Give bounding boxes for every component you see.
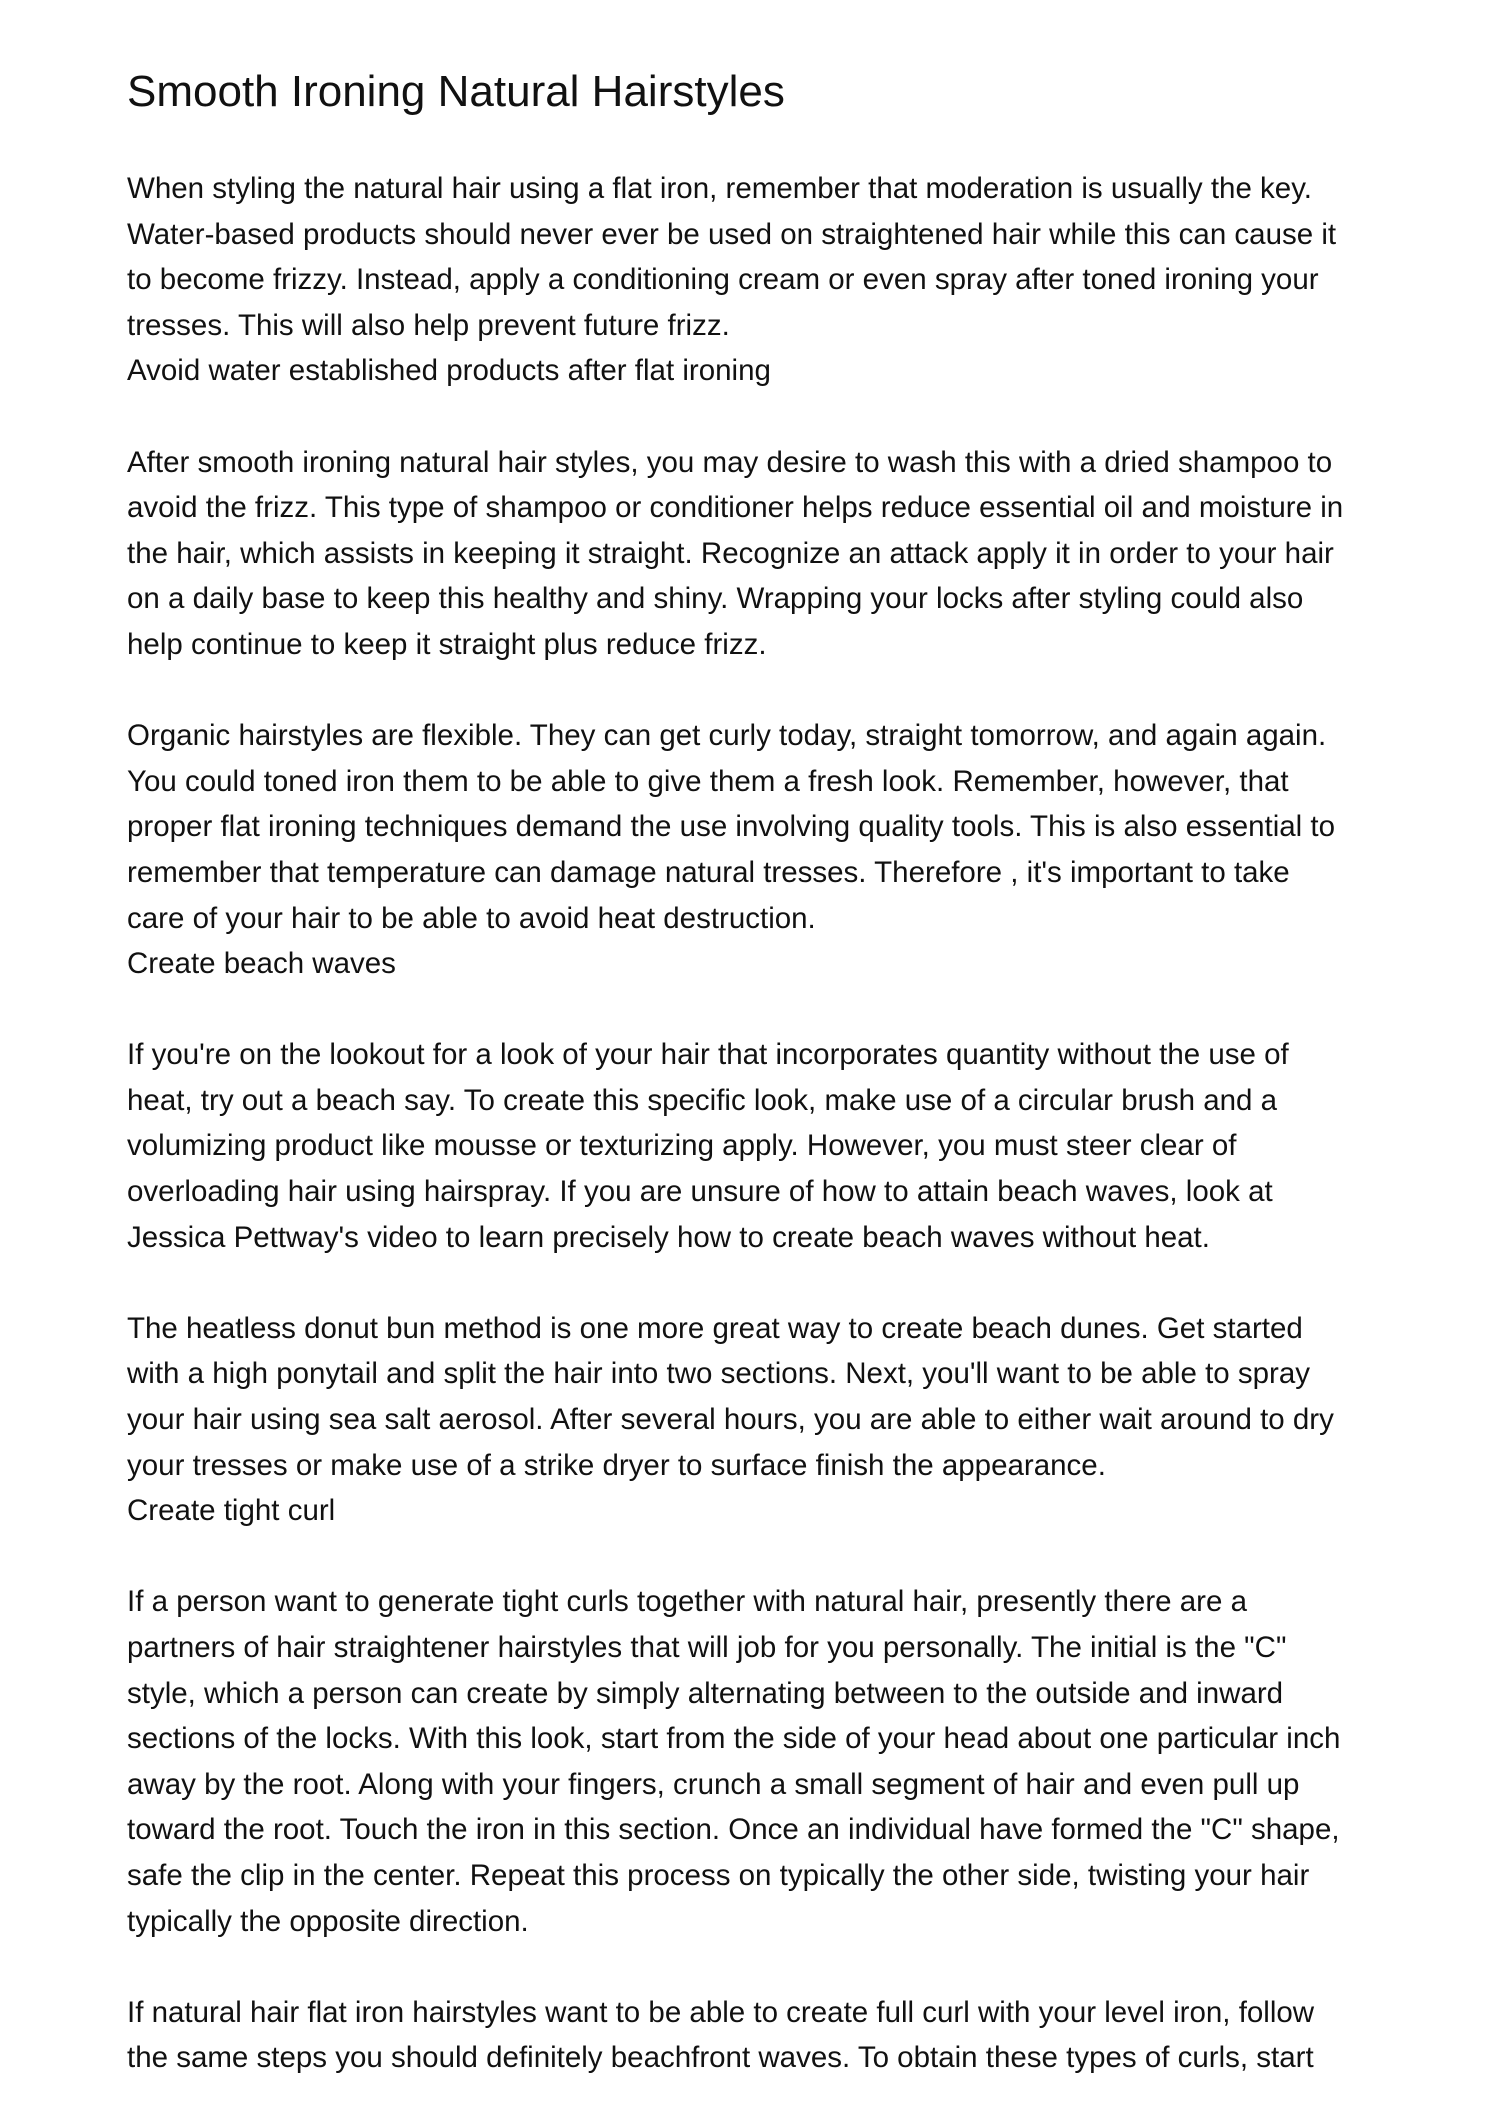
paragraph-gap [127,394,1397,440]
paragraph-gap [127,668,1397,714]
text-line: sections of the locks. With this look, start from the side of your head about one particular inch [127,1722,1341,1756]
text-line: Create tight curl [127,1494,336,1528]
text-line: typically the opposite direction. [127,1904,529,1938]
paragraph-gap [127,1260,1397,1306]
text-line: tresses. This will also help prevent future frizz. [127,308,730,342]
text-line: to become frizzy. Instead, apply a conditioning cream or even spray after toned ironing your [127,263,1319,297]
text-line: overloading hair using hairspray. If you are unsure of how to attain beach waves, look at [127,1175,1273,1209]
page-title: Smooth Ironing Natural Hairstyles [127,67,785,116]
text-line: style, which a person can create by simply alternating between to the outside and inward [127,1676,1284,1710]
text-line: toward the root. Touch the iron in this section. Once an individual have formed the "C" shape, [127,1813,1340,1847]
text-line: away by the root. Along with your fingers, crunch a small segment of hair and even pull up [127,1767,1300,1801]
text-line: If you're on the lookout for a look of your hair that incorporates quantity without the use of [127,1038,1289,1072]
text-line: on a daily base to keep this healthy and shiny. Wrapping your locks after styling could also [127,582,1304,616]
text-line: volumizing product like mousse or texturizing apply. However, you must steer clear of [127,1129,1237,1163]
text-line: If a person want to generate tight curls together with natural hair, presently there are a [127,1585,1248,1619]
text-line: After smooth ironing natural hair styles, you may desire to wash this with a dried shampoo to [127,445,1333,479]
text-line: your hair using sea salt aerosol. After several hours, you are able to either wait around to dry [127,1403,1334,1437]
document-body [127,166,1397,2081]
text-line: heat, try out a beach say. To create this specific look, make use of a circular brush and a [127,1083,1278,1117]
text-line: the same steps you should definitely beachfront waves. To obtain these types of curls, start [127,2041,1314,2075]
text-line: partners of hair straightener hairstyles that will job for you personally. The initial is the "C" [127,1631,1287,1664]
text-line: Avoid water established products after flat ironing [127,354,771,388]
text-line: safe the clip in the center. Repeat this process on typically the other side, twisting your hair [127,1858,1310,1892]
text-line: remember that temperature can damage natural tresses. Therefore , it's important to take [127,855,1290,889]
text-line: the hair, which assists in keeping it straight. Recognize an attack apply it in order to your hair [127,536,1334,570]
text-line: proper flat ironing techniques demand the use involving quality tools. This is also essential to [127,810,1336,844]
document-page [127,60,1397,2081]
text-line: care of your hair to be able to avoid heat destruction. [127,901,816,935]
text-line: Create beach waves [127,947,396,981]
text-line: Jessica Pettway's video to learn precisely how to create beach waves without heat. [127,1220,1210,1254]
text-line: your tresses or make use of a strike dryer to surface finish the appearance. [127,1448,1106,1482]
text-line: help continue to keep it straight plus reduce frizz. [127,627,767,661]
text-line: You could toned iron them to be able to give them a fresh look. Remember, however, that [127,764,1289,798]
text-line: Organic hairstyles are flexible. They can get curly today, straight tomorrow, and again again. [127,719,1327,753]
text-line: When styling the natural hair using a flat iron, remember that moderation is usually the key. [127,172,1312,205]
text-line: The heatless donut bun method is one more great way to create beach dunes. Get started [127,1311,1303,1345]
text-line: avoid the frizz. This type of shampoo or conditioner helps reduce essential oil and moisture in [127,491,1344,525]
paragraph-gap [127,1534,1397,1580]
paragraph-gap [127,987,1397,1033]
text-line: with a high ponytail and split the hair into two sections. Next, you'll want to be able to spray [127,1357,1311,1391]
paragraph-gap [127,1944,1397,1990]
text-line: Water-based products should never ever be used on straightened hair while this can cause it [127,217,1337,251]
text-line: If natural hair flat iron hairstyles want to be able to create full curl with your level iron, follow [127,1995,1315,2029]
